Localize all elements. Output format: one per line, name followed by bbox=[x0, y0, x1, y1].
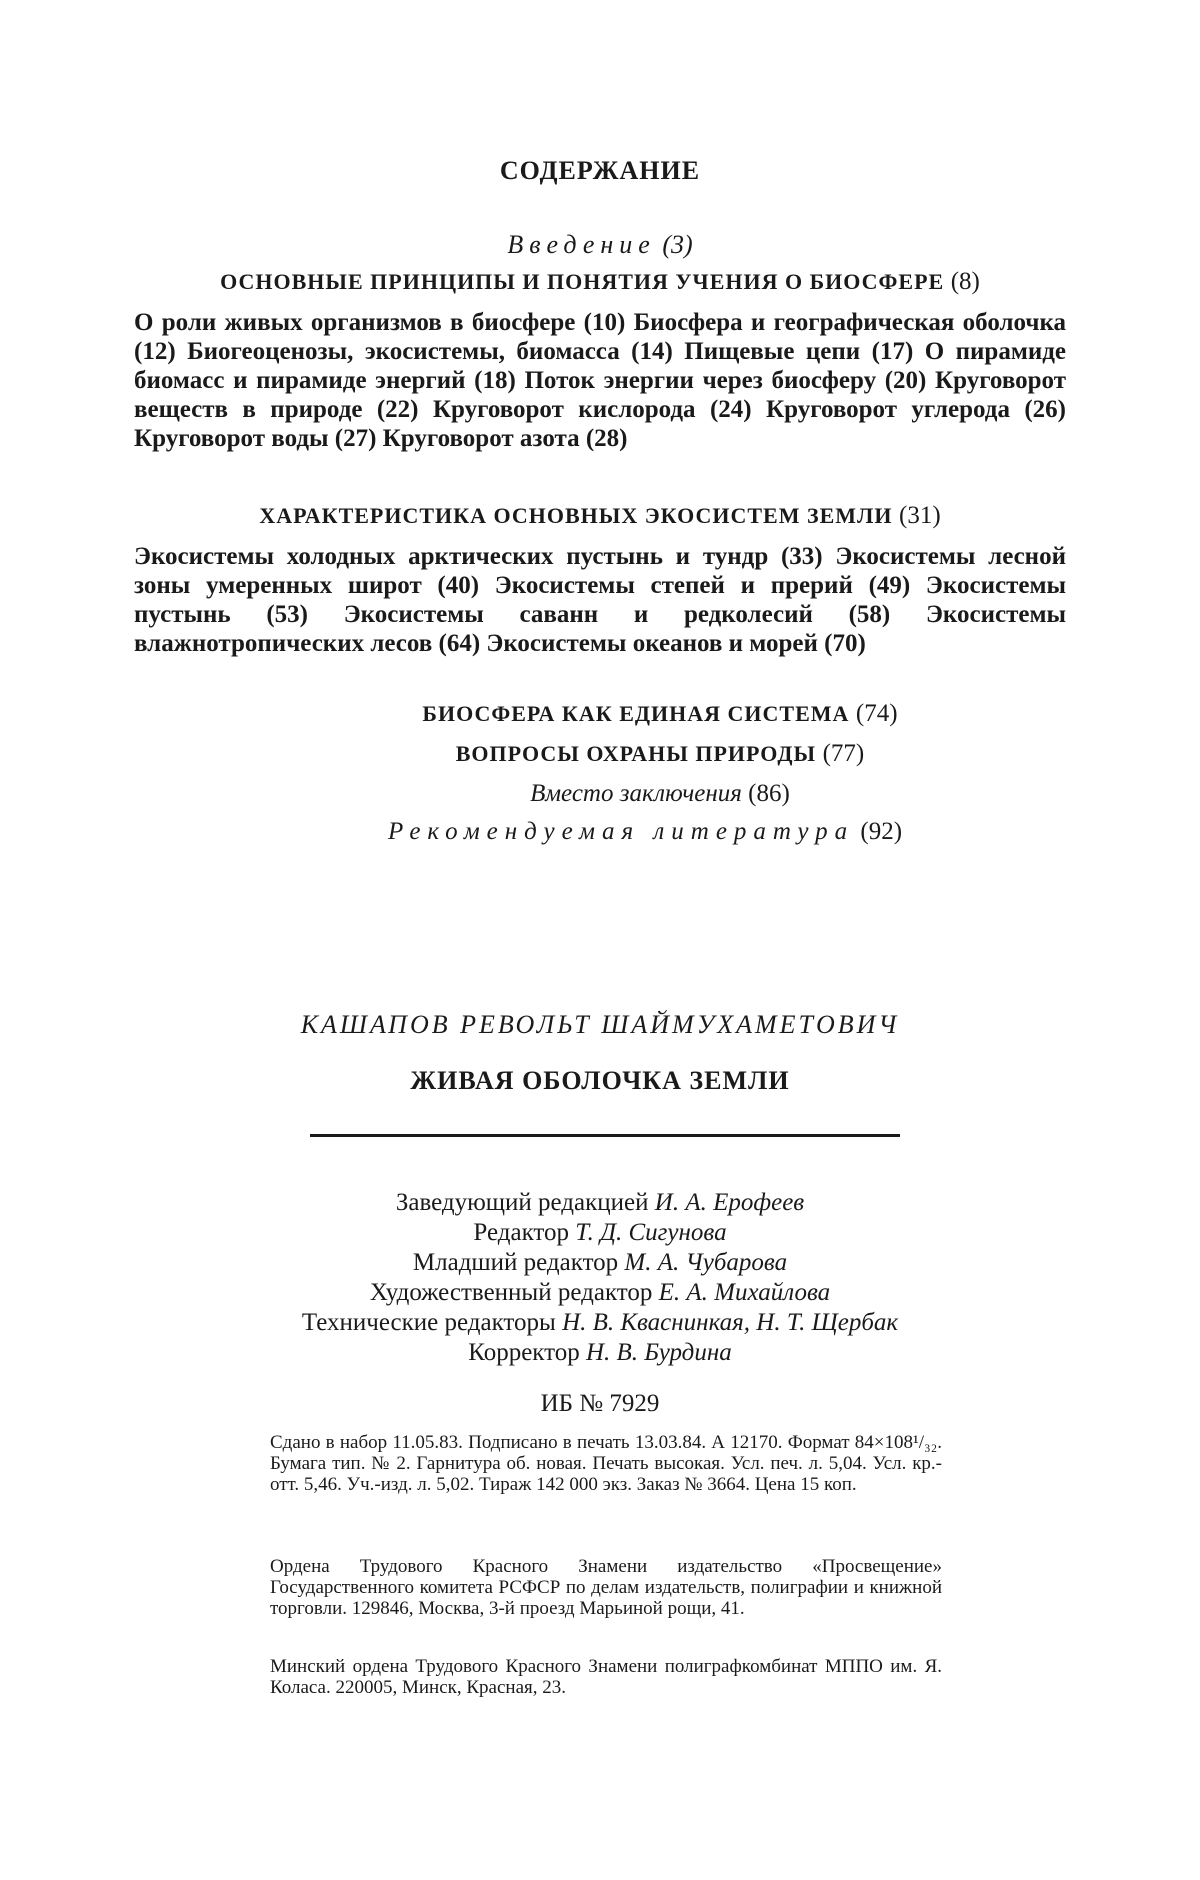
credit-role: Младший редактор bbox=[412, 1249, 619, 1276]
credit-name: Т. Д. Сигунова bbox=[575, 1219, 727, 1246]
book-title: ЖИВАЯ ОБОЛОЧКА ЗЕМЛИ bbox=[410, 1066, 790, 1095]
toc-literature-title: Рекомендуемая литература bbox=[387, 818, 855, 845]
toc-conclusion-title: Вместо заключения bbox=[530, 780, 742, 807]
toc-title: СОДЕРЖАНИЕ bbox=[499, 156, 701, 185]
credit-line bbox=[0, 1218, 1200, 1248]
credit-name: И. А. Ерофеев bbox=[654, 1189, 805, 1216]
credit-line bbox=[0, 1308, 1200, 1338]
credit-role: Художественный редактор bbox=[369, 1279, 653, 1306]
toc-section-2 bbox=[0, 502, 1200, 530]
nb-number: ИБ № 7929 bbox=[540, 1390, 660, 1417]
toc-literature bbox=[45, 818, 1200, 846]
toc-conclusion bbox=[60, 780, 1200, 808]
credit-name: Н. В. Кваснинкая, Н. Т. Щербак bbox=[562, 1309, 899, 1336]
toc-section-title: ОСНОВНЫЕ ПРИНЦИПЫ И ПОНЯТИЯ УЧЕНИЯ О БИОСФЕРЕ bbox=[220, 269, 945, 294]
toc-section-page: (74) bbox=[855, 700, 898, 727]
credit-name: Н. В. Бурдина bbox=[585, 1339, 732, 1366]
toc-section-1 bbox=[0, 268, 1200, 296]
credit-line bbox=[0, 1248, 1200, 1278]
credit-role: Редактор bbox=[473, 1219, 569, 1246]
credit-line bbox=[0, 1188, 1200, 1218]
credit-role: Корректор bbox=[468, 1339, 580, 1366]
toc-conclusion-page: (86) bbox=[748, 780, 790, 807]
credit-role: Заведующий редакцией bbox=[395, 1189, 649, 1216]
toc-literature-page: (92) bbox=[860, 818, 903, 845]
toc-intro-title: Введение bbox=[507, 230, 656, 259]
credit-line bbox=[0, 1338, 1200, 1368]
imprint-print-info: Сдано в набор 11.05.83. Подписано в печать 13.03.84. А 12170. Формат 84×108¹/₃₂. Бумага тип. № 2. Гарнитура об. новая. Печать высокая. Усл. печ. л. 5,04. Усл. кр.-отт. 5,46. Уч.-изд. л. 5,02. Тираж 142 000 экз. Заказ № 3664. Цена 15 коп. bbox=[270, 1432, 942, 1495]
toc-section-title: ВОПРОСЫ ОХРАНЫ ПРИРОДЫ bbox=[455, 741, 817, 766]
credit-name: Е. А. Михайлова bbox=[658, 1279, 831, 1306]
credit-role: Технические редакторы bbox=[301, 1309, 556, 1336]
toc-intro-page: (3) bbox=[662, 230, 693, 259]
author-name: КАШАПОВ РЕВОЛЬТ ШАЙМУХАМЕТОВИЧ bbox=[300, 1010, 900, 1039]
imprint-printer: Минский ордена Трудового Красного Знамени полиграфкомбинат МППО им. Я. Коласа. 220005, Минск, Красная, 23. bbox=[270, 1656, 942, 1698]
toc-section-4 bbox=[60, 740, 1200, 768]
toc-section-title: БИОСФЕРА КАК ЕДИНАЯ СИСТЕМА bbox=[422, 701, 850, 726]
imprint-publisher: Ордена Трудового Красного Знамени издательство «Просвещение» Государственного комитета РСФСР по делам издательств, полиграфии и книжной торговли. 129846, Москва, 3-й проезд Марьиной рощи, 41. bbox=[270, 1556, 942, 1619]
credit-line bbox=[0, 1278, 1200, 1308]
staff-credits bbox=[0, 1188, 1200, 1368]
toc-section-page: (8) bbox=[950, 268, 980, 295]
divider-rule bbox=[310, 1134, 900, 1137]
toc-section-page: (77) bbox=[822, 740, 865, 767]
credit-name: М. А. Чубарова bbox=[624, 1249, 788, 1276]
toc-subsections-1: О роли живых организмов в биосфере (10) Биосфера и географическая оболочка (12) Биогеоценозы, экосистемы, биомасса (14) Пищевые цепи (17) О пирамиде биомасс и пирамиде энергий (18) Поток энергии через биосферу (20) Круговорот веществ в природе (22) Круговорот кислорода (24) Круговорот углерода (26) Круговорот воды (27) Круговорот азота (28) bbox=[134, 309, 1066, 452]
toc-subsections-2: Экосистемы холодных арктических пустынь и тундр (33) Экосистемы лесной зоны умеренных широт (40) Экосистемы степей и прерий (49) Экосистемы пустынь (53) Экосистемы саванн и редколесий (58) Экосистемы влажнотропических лесов (64) Экосистемы океанов и морей (70) bbox=[134, 543, 1066, 657]
toc-section-3 bbox=[60, 700, 1200, 728]
toc-section-title: ХАРАКТЕРИСТИКА ОСНОВНЫХ ЭКОСИСТЕМ ЗЕМЛИ bbox=[259, 503, 893, 528]
toc-section-page: (31) bbox=[899, 502, 941, 529]
toc-intro bbox=[0, 230, 1200, 260]
